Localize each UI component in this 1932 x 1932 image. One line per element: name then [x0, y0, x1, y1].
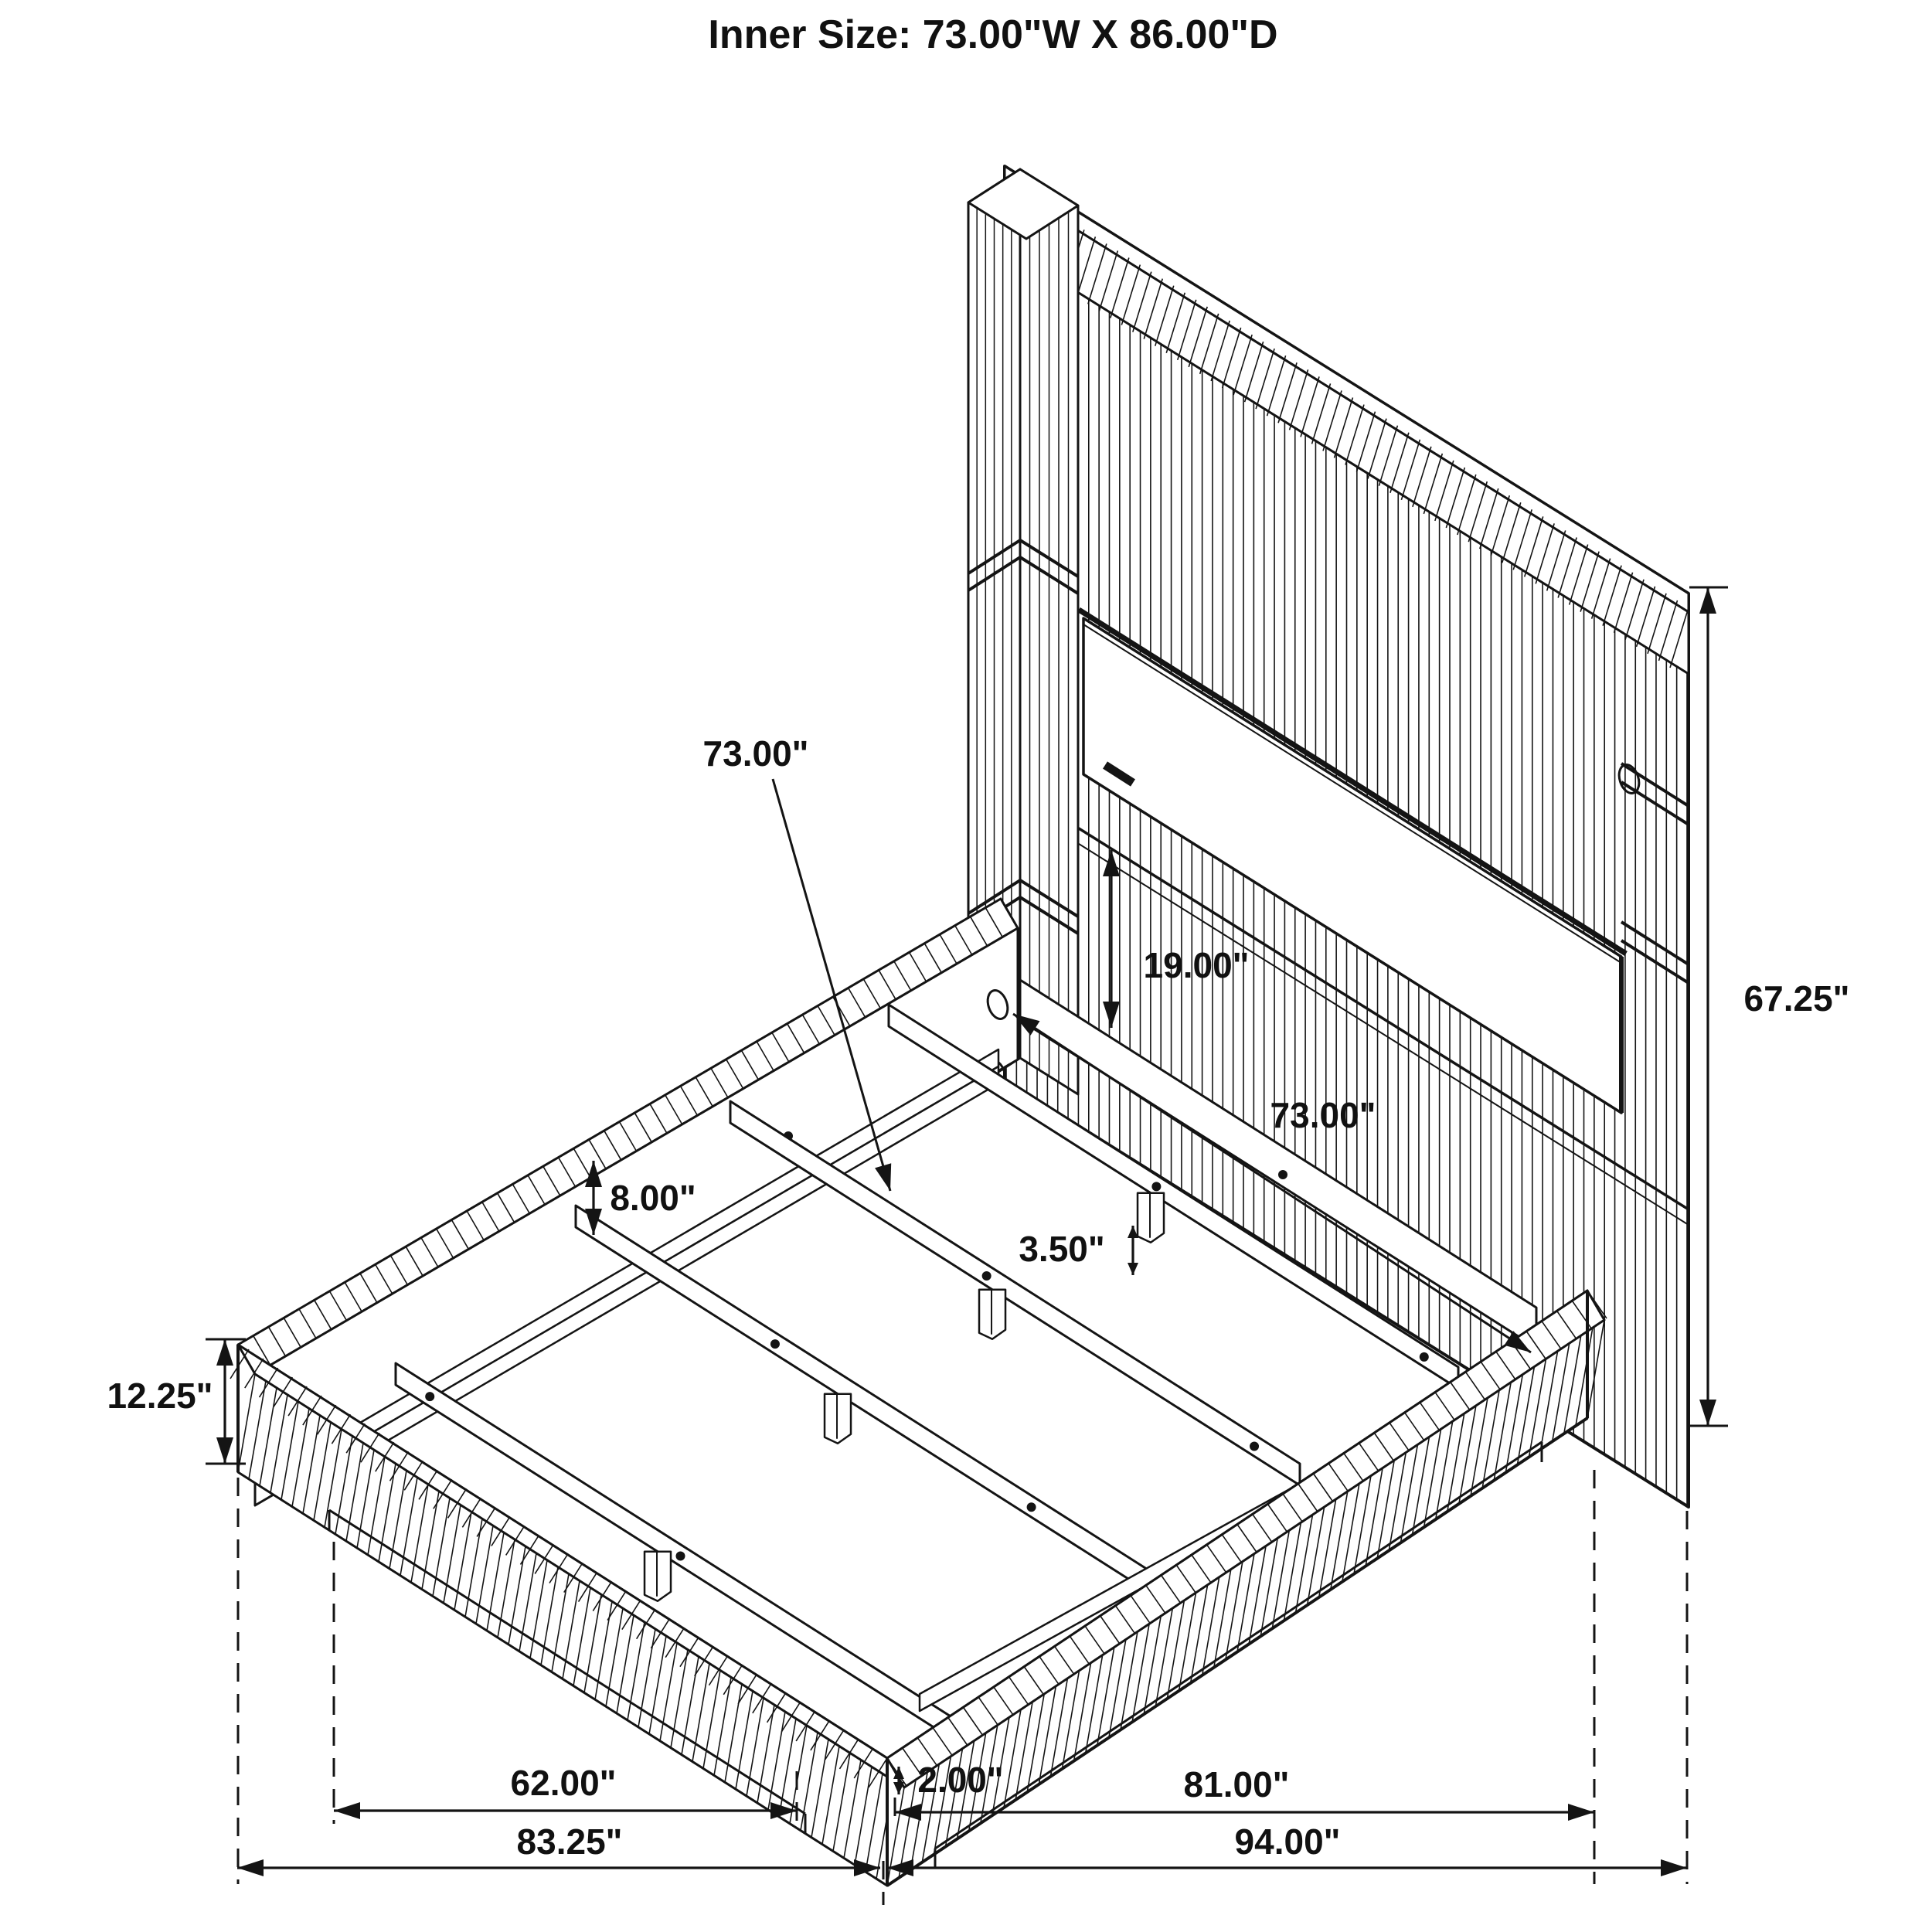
dim-rail-to-slat-drop: 8.00": [610, 1178, 696, 1218]
dim-slat-length: 73.00": [702, 733, 809, 774]
dim-base-recess-width: 62.00": [510, 1763, 617, 1803]
dim-frame-height: 12.25": [107, 1376, 213, 1416]
dim-overall-depth: 94.00": [1234, 1821, 1341, 1862]
dim-headboard-height: 67.25": [1743, 978, 1850, 1019]
dim-side-rail-length: 81.00": [1183, 1764, 1290, 1804]
dim-overall-width: 83.25": [516, 1821, 623, 1862]
page-title: Inner Size: 73.00"W X 86.00"D: [708, 12, 1278, 57]
dim-slat-leg-height: 3.50": [1019, 1229, 1105, 1269]
dim-headboard-panel-height: 19.00": [1143, 945, 1250, 985]
dim-plinth-height: 2.00": [917, 1760, 1004, 1800]
dim-inner-width: 73.00": [1270, 1095, 1376, 1135]
